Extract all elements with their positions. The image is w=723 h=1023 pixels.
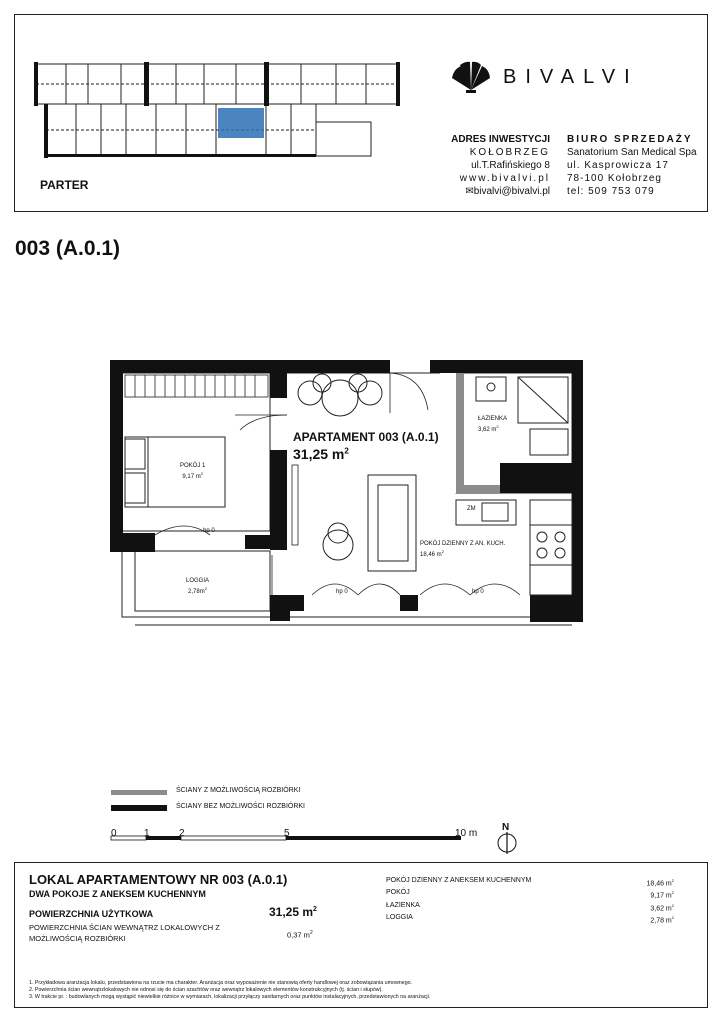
room-summary-name: LOGGIA [386, 913, 413, 921]
apartment-area-text: 31,25 m [293, 446, 345, 462]
unit-code-heading: 003 (A.0.1) [15, 237, 121, 260]
apartment-area [293, 446, 349, 462]
room-summary-row [386, 901, 674, 913]
room-summary-row [386, 913, 674, 925]
north-arrow-icon [494, 832, 520, 854]
investment-address [418, 133, 550, 198]
room-summary-name: POKÓJ [386, 889, 410, 897]
room-summary-name: ŁAZIENKA [386, 901, 420, 909]
room-living-name: POKÓJ DZIENNY Z AN. KUCH. [420, 541, 506, 547]
room-bathroom-label [478, 415, 507, 434]
room-loggia-area: 2,78m [188, 589, 205, 595]
floor-label: PARTER [40, 178, 89, 192]
zm-label: ZM [467, 506, 476, 512]
room-living-sup: 2 [441, 549, 444, 554]
room-summary-table [386, 876, 674, 925]
walls-black [110, 360, 583, 622]
footer-title-2: DWA POKOJE Z ANEKSEM KUCHENNYM [29, 889, 206, 899]
room-summary-value: 18,46 $m^2$ [646, 878, 674, 888]
legend-black-label: ŚCIANY BEZ MOŻLIWOŚCI ROZBIÓRKI [176, 803, 305, 810]
room-bedroom-label [180, 462, 205, 481]
room-bathroom-sup: 2 [496, 424, 499, 429]
room-summary-name: POKÓJ DZIENNY Z ANEKSEM KUCHENNYM [386, 877, 532, 884]
envelope-icon: ✉ [465, 186, 474, 197]
apartment-label-text: APARTAMENT 003 (A.0.1) [293, 430, 439, 444]
usable-area-label: POWIERZCHNIA UŻYTKOWA [29, 909, 154, 919]
usable-area-sup: 2 [313, 906, 317, 913]
walls-area-value [287, 930, 313, 940]
footer-title-1: LOKAL APARTAMENTOWY NR 003 (A.0.1) [29, 872, 288, 887]
room-summary-row [386, 888, 674, 900]
sales-name: Sanatorium San Medical Spa [567, 147, 697, 158]
room-summary-value: 9,17 $m^2$ [650, 890, 674, 900]
scale-bar [110, 832, 470, 844]
key-plan-highlight [218, 108, 264, 138]
sales-street: ul. Kasprowicza 17 [567, 160, 669, 171]
apartment-area-sup: 2 [344, 446, 349, 456]
walls-area-label-2: MOŻLIWOŚCIĄ ROZBIÓRKI [29, 934, 126, 943]
room-bedroom-sup: 2 [200, 471, 203, 476]
walls-area-label-1: POWIERZCHNIA ŚCIAN WEWNĄTRZ LOKALOWYCH Z [29, 923, 220, 932]
room-summary-row [386, 876, 674, 888]
room-summary-value: 3,62 $m^2$ [650, 902, 674, 912]
hp0-label-2: hp 0 [336, 589, 348, 595]
sales-city: 78-100 Kołobrzeg [567, 173, 662, 184]
scale-tick-2: 2 [179, 828, 185, 839]
investment-web[interactable]: www.bivalvi.pl [459, 173, 550, 184]
investment-street: ul.T.Rafińskiego 8 [471, 160, 550, 171]
walls-area-sup: 2 [309, 930, 313, 936]
apartment-label [293, 430, 439, 444]
sales-title: BIURO SPRZEDAŻY [567, 134, 693, 145]
usable-area-value [269, 905, 317, 919]
room-bathroom-name: ŁAZIENKA [478, 416, 508, 422]
legend-black-swatch [111, 805, 167, 811]
key-plan-mini [26, 52, 406, 164]
room-bedroom-area: 9,17 m [182, 474, 201, 480]
hp0-label-3: hp 0 [472, 589, 484, 595]
room-summary-value: 2,78 $m^2$ [650, 914, 674, 925]
hp0-label-1: hp 0 [203, 528, 215, 534]
investment-title: ADRES INWESTYCJI [451, 134, 550, 145]
scale-tick-10: 10 m [455, 828, 478, 839]
usable-area-value-text: 31,25 m [269, 905, 314, 919]
room-bathroom-area: 3,62 m [478, 427, 497, 433]
investment-email-row[interactable] [418, 185, 550, 198]
room-loggia-name: LOGGIA [186, 578, 210, 584]
scale-tick-1: 1 [144, 828, 150, 839]
brand-name: BIVALVI [503, 66, 639, 88]
investment-city: KOŁOBRZEG [469, 147, 550, 158]
investment-email[interactable]: bivalvi@bivalvi.pl [473, 186, 550, 197]
north-arrow [494, 822, 520, 854]
north-letter: N [502, 822, 510, 833]
footnote: 3. W trakcie pr. : budowlanych mogą wystąpić niewielkie różnice w wymiarach, lokalizacji przyłączy sanitarnych oraz punktów instalacyjnych, przedstawionych na aranżacji. [29, 994, 431, 1000]
room-loggia-sup: 2 [204, 586, 207, 591]
sales-office [567, 133, 697, 198]
legend-gray-label: ŚCIANY Z MOŻLIWOŚCIĄ ROZBIÓRKI [176, 787, 301, 794]
room-living-label [420, 540, 505, 559]
scale-tick-5: 5 [284, 828, 290, 839]
shell-logo-icon [450, 60, 492, 94]
sales-phone[interactable]: tel: 509 753 079 [567, 186, 655, 197]
footnote: 2. Powierzchnia ścian wewnątrzlokalowych nie odnosi się do ścian szachtów oraz wewnątrz lokalowych elementów konstrukcyjnych (tj. ścian i słupów). [29, 987, 383, 993]
room-loggia-label [186, 577, 209, 596]
legend-gray-swatch [111, 790, 167, 795]
walls-area-value-text: 0,37 m [287, 930, 310, 940]
room-living-area: 18,46 m [420, 552, 442, 558]
footnote: 1. Przykładowa aranżacja lokalu, przedstawiona na rzucie ma charakter. Aranżacja oraz wyposażenie nie stanowią oferty handlowej oraz zobowiązania umownego. [29, 980, 413, 986]
room-bedroom-name: POKÓJ 1 [180, 463, 206, 469]
footnotes [29, 980, 689, 1001]
scale-tick-0: 0 [111, 828, 117, 839]
